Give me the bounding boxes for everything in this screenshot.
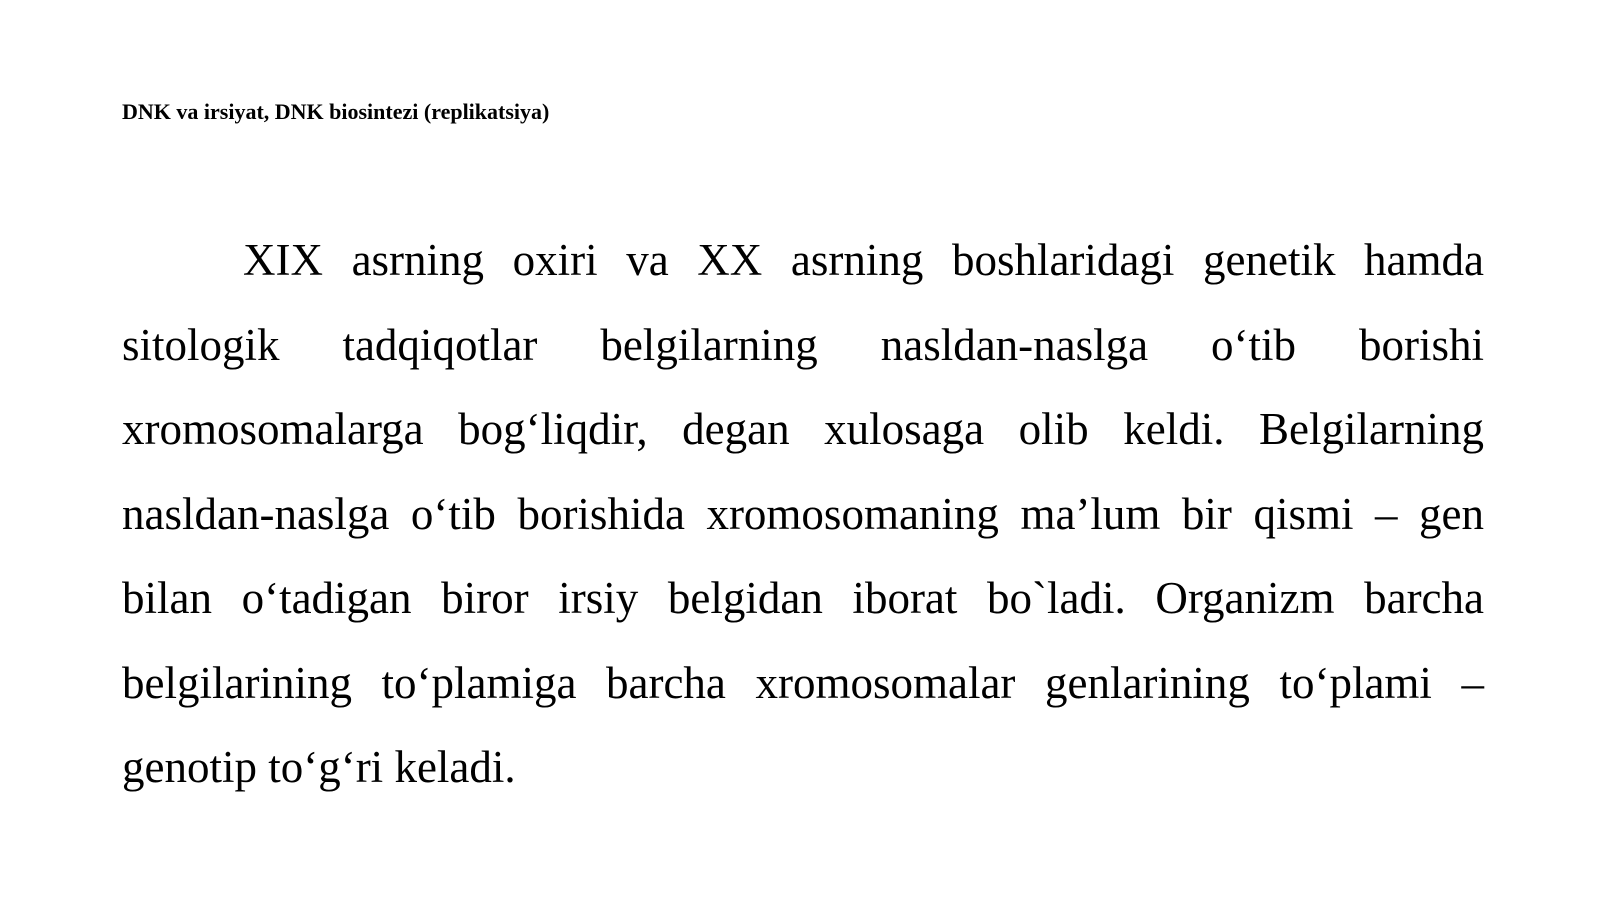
body-paragraph: XIX asrning oxiri va XX asrning boshlaridagi genetik hamda sitologik tadqiqotlar belgilarning nasldan-naslga o‘tib borishi xromosomalarga bog‘liqdir, degan xulosaga olib keldi. Belgilarning nasldan-naslga o‘tib borishida xromosomaning ma’lum bir qismi – gen bilan o‘tadigan biror irsiy belgidan iborat bo`ladi. Organizm barcha belgilarining to‘plamiga barcha xromosomalar genlarining to‘plami – genotip to‘g‘ri keladi. [122, 235, 1484, 792]
slide-title: DNK va irsiyat, DNK biosintezi (replikatsiya) [122, 99, 550, 124]
